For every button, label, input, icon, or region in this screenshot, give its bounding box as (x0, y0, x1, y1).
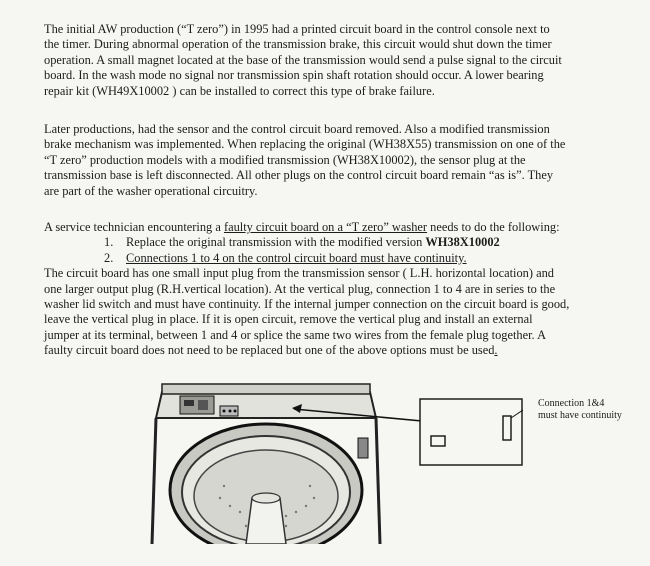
text-line: The circuit board has one small input plug from the transmission sensor ( L.H. horizontal location) and (44, 266, 554, 281)
paragraph-later-productions (44, 122, 638, 199)
procedure-intro (44, 220, 638, 235)
text-line: The initial AW production (“T zero”) in 1995 had a printed circuit board in the control console next to (44, 22, 550, 36)
arrow-to-schematic (290, 395, 430, 425)
procedure-step-1 (44, 235, 638, 250)
circuit-board-schematic (419, 398, 523, 466)
text-line: are part of the washer operational circuitry. (44, 183, 258, 198)
paragraph-service-procedure (44, 220, 638, 359)
step-number: 1. (104, 235, 114, 250)
text-line: Later productions, had the sensor and the control circuit board removed. Also a modified transmission (44, 122, 550, 136)
part-number: WH38X10002 (425, 235, 500, 250)
last-line-text: faulty circuit board does not need to be replaced but one of the above options must be used (44, 343, 495, 358)
text-line: transmission base is left disconnected. All other plugs on the control circuit board remain “as is”. They (44, 168, 554, 183)
text-line: the timer. During abnormal operation of the transmission brake, this circuit would shut down the timer (44, 37, 552, 52)
step-text: Replace the original transmission with the modified version (126, 235, 426, 250)
callout-line-2: must have continuity (538, 410, 622, 421)
intro-text: A service technician encountering a (44, 220, 224, 234)
intro-underlined-text: faulty circuit board on a “T zero” washer (223, 220, 428, 234)
text-line: “T zero” production models with a modified transmission (WH38X10002), the sensor plug at the (44, 152, 526, 167)
step-text: Connections 1 to 4 on the control circuit board must have continuity. (126, 250, 467, 265)
text-line: washer lid switch and must have continuity. If the internal jumper connection on the circuit board is good, (44, 297, 570, 312)
text-line: operation. A small magnet located at the base of the transmission would send a pulse signal to the circuit (44, 52, 562, 67)
last-line-period: . (494, 343, 498, 358)
intro-text-end: needs to do the following: (427, 220, 560, 234)
text-line: repair kit (WH49X10002 ) can be installed to correct this type of brake failure. (44, 83, 435, 98)
text-line: jumper at its terminal, between 1 and 4 or splice the same two wires from the female plug together. A (44, 327, 547, 342)
paragraph-initial-production (44, 22, 638, 99)
procedure-step-2 (44, 251, 638, 266)
continuity-callout (538, 398, 622, 422)
text-line: board. In the wash mode no signal nor transmission spin shaft rotation should occur. A lower bearing (44, 68, 544, 83)
text-line-last (44, 343, 638, 358)
text-line: brake mechanism was implemented. When replacing the original (WH38X55) transmission on one of the (44, 137, 566, 152)
step-number: 2. (104, 250, 114, 265)
text-line: one larger output plug (R.H.vertical location). At the vertical plug, connection 1 to 4 are in series to the (44, 281, 556, 296)
text-line: leave the vertical plug in place. If it is open circuit, remove the vertical plug and install an external (44, 312, 533, 327)
callout-line-1: Connection 1&4 (538, 398, 605, 409)
